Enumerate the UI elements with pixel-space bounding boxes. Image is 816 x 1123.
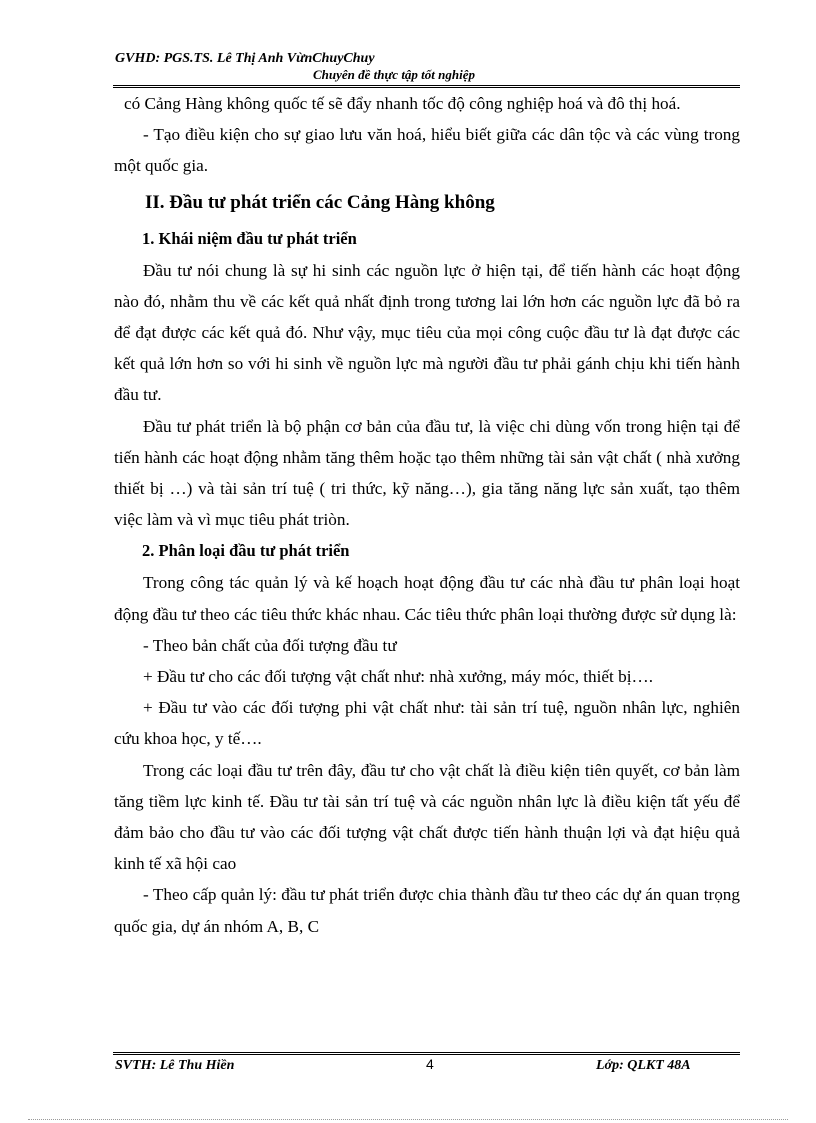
paragraph-6: - Theo bản chất của đối tượng đầu tư [143, 635, 397, 655]
footer-divider [113, 1052, 740, 1055]
paragraph-9: Trong các loại đầu tư trên đây, đầu tư cho vật chất là điều kiện tiên quyết, cơ bản làm tăng tiềm lực kinh tế. Đầu tư tài sản trí tuệ và các nguồn nhân lực là điều kiện tất yếu để đảm bảo cho đầu tư vào các đối tượng vật chất được tiến hành thuận lợi và đạt hiệu quả kinh tế xã hội cao [114, 760, 740, 874]
paragraph-3: Đầu tư nói chung là sự hi sinh các nguồn lực ở hiện tại, để tiến hành các hoạt động nào đó, nhằm thu về các kết quả nhất định trong tương lai lớn hơn các nguồn lực đã bỏ ra để đạt được các kết quả đó. Như vậy, mục tiêu của mọi công cuộc đầu tư là đạt được các kết quả lớn hơn so với hi sinh về nguồn lực mà người đầu tư phải gánh chịu khi tiến hành đầu tư. [114, 260, 740, 405]
paragraph-1: có Cảng Hàng không quốc tế sẽ đẩy nhanh tốc độ công nghiệp hoá và đô thị hoá. [124, 94, 681, 113]
page-number: 4 [426, 1056, 434, 1072]
paragraph-5: Trong công tác quản lý và kế hoạch hoạt động đầu tư các nhà đầu tư phân loại hoạt động đầu tư theo các tiêu thức khác nhau. Các tiêu thức phân loại thường được sử dụng là: [114, 573, 740, 624]
page-edge-dots [28, 1119, 788, 1120]
paragraph-10: - Theo cấp quản lý: đầu tư phát triển được chia thành đầu tư theo các dự án quan trọng quốc gia, dự án nhóm A, B, C [114, 885, 740, 936]
footer-class: Lớp: QLKT 48A [596, 1058, 691, 1073]
footer-student: SVTH: Lê Thu Hiền [115, 1058, 235, 1073]
subsection-1-heading: 1. Khái niệm đầu tư phát triển [142, 228, 357, 248]
paragraph-8: + Đầu tư vào các đối tượng phi vật chất như: tài sản trí tuệ, nguồn nhân lực, nghiên cứu khoa học, y tế…. [114, 698, 740, 749]
paragraph-2: - Tạo điều kiện cho sự giao lưu văn hoá, hiểu biết giữa các dân tộc và các vùng trong một quốc gia. [114, 125, 740, 176]
section-heading: II. Đầu tư phát triển các Cảng Hàng không [145, 191, 495, 213]
paragraph-7: + Đầu tư cho các đối tượng vật chất như: nhà xưởng, máy móc, thiết bị…. [143, 667, 653, 687]
header-report-type: Chuyên đề thực tập tốt nghiệp [313, 67, 475, 82]
paragraph-4: Đầu tư phát triển là bộ phận cơ bản của đầu tư, là việc chi dùng vốn trong hiện tại để tiến hành các hoạt động nhằm tăng thêm hoặc tạo thêm những tài sản vật chất ( nhà xưởng thiết bị …) và tài sản trí tuệ ( tri thức, kỹ năng…), gia tăng năng lực sản xuất, tạo thêm việc làm và vì mục tiêu phát triòn. [114, 416, 740, 530]
header-advisor: GVHD: PGS.TS. Lê Thị Anh VừnChuyChuy [115, 51, 375, 66]
page-body [114, 88, 740, 942]
subsection-2-heading: 2. Phân loại đầu tư phát triển [142, 541, 350, 561]
